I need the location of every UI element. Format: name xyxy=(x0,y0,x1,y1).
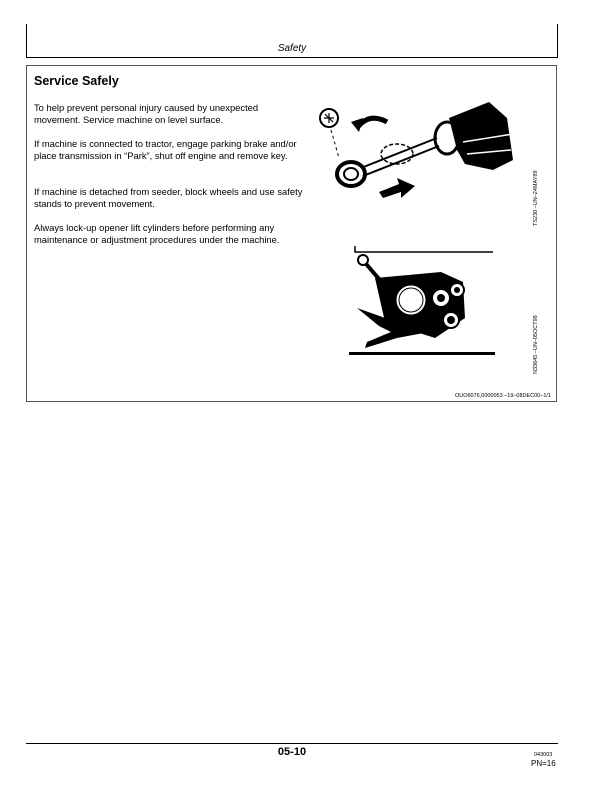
paragraph-level-surface: To help prevent personal injury caused by unexpected movement. Service machine on level surface. xyxy=(34,102,259,125)
ignition-bezel-icon xyxy=(337,162,365,186)
block-title: Service Safely xyxy=(34,74,119,88)
paragraph-detached: If machine is detached from seeder, block wheels and use safety stands to prevent movement. xyxy=(34,186,303,209)
section-label: Safety xyxy=(277,43,307,54)
figure-id-machine: N33645 –UN–05OCT98 xyxy=(533,315,539,374)
header-rule-bottom xyxy=(26,57,558,58)
figure-id-key: TS230 –UN–24MAY89 xyxy=(533,170,539,226)
pull-arrow-icon xyxy=(379,178,415,198)
paragraph-lift-cylinders: Always lock-up opener lift cylinders before performing any maintenance or adjustment procedures under the machine. xyxy=(34,222,280,245)
document-code: OUO6076,0000053 –19–08DEC00–1/1 xyxy=(454,393,551,399)
key-removal-illustration xyxy=(317,98,527,218)
person-head-icon xyxy=(429,322,441,334)
footer-rule xyxy=(26,743,558,744)
page-number: 05-10 xyxy=(277,746,307,758)
footer-pn: PN=16 xyxy=(531,759,556,768)
crush-hazard-illustration xyxy=(345,242,497,360)
service-safely-block xyxy=(26,65,557,402)
footer-code: 043003 xyxy=(534,752,553,758)
paragraph-tractor: If machine is connected to tractor, engage parking brake and/or place transmission in “Park”, shut off engine and remove key. xyxy=(34,138,297,161)
